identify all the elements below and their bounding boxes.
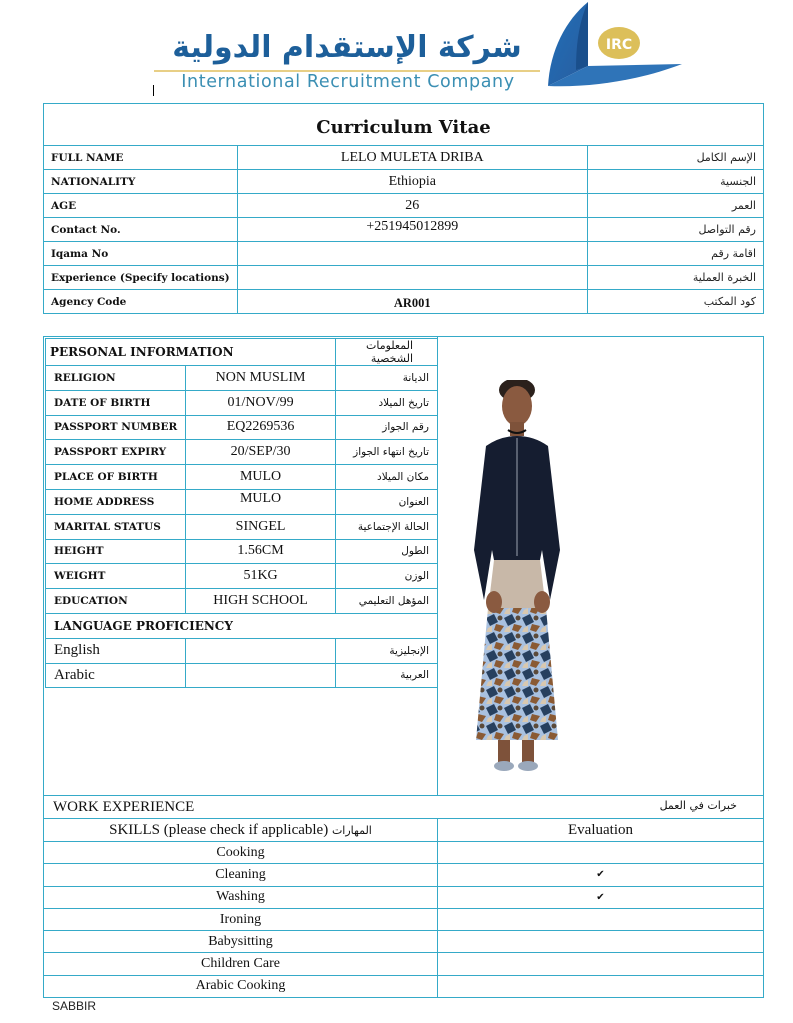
height-arabic-label: الطول <box>335 539 437 564</box>
skills-header-label: SKILLS (please check if applicable) <box>109 821 329 838</box>
passport-expiry-arabic-label: تاريخ انتهاء الجواز <box>335 440 437 465</box>
passport-number-label: PASSPORT NUMBER <box>46 415 186 440</box>
education-label: EDUCATION <box>46 589 186 614</box>
table-row <box>44 170 764 194</box>
skill-name: Arabic Cooking <box>44 975 438 997</box>
skill-evaluation-checkbox[interactable] <box>438 864 764 886</box>
language-arabic-arabic-label: العربية <box>335 663 437 688</box>
table-row <box>44 266 764 290</box>
skill-row <box>44 953 764 975</box>
skill-evaluation-checkbox[interactable] <box>438 908 764 930</box>
personal-info-arabic-heading: المعلومات الشخصية <box>335 339 437 366</box>
religion-arabic-label: الديانة <box>335 366 437 391</box>
place-of-birth-arabic-label: مكان الميلاد <box>335 465 437 490</box>
skill-name: Cleaning <box>44 864 438 886</box>
table-row <box>46 564 438 589</box>
education-value: HIGH SCHOOL <box>186 589 336 614</box>
language-arabic-label: Arabic <box>46 663 186 688</box>
age-label: AGE <box>44 194 238 218</box>
weight-value: 51KG <box>186 564 336 589</box>
skill-name: Ironing <box>44 908 438 930</box>
table-row <box>46 589 438 614</box>
dob-arabic-label: تاريخ الميلاد <box>335 390 437 415</box>
language-proficiency-heading: LANGUAGE PROFICIENCY <box>46 613 438 638</box>
skills-table <box>43 818 764 998</box>
logo-english-name: International Recruitment Company <box>181 72 515 92</box>
document-title: Curriculum Vitae <box>44 104 764 146</box>
table-row <box>46 415 438 440</box>
agency-code-value: AR001 <box>237 290 587 314</box>
details-table <box>43 336 764 998</box>
home-address-value: MULO <box>186 489 336 514</box>
religion-value: NON MUSLIM <box>186 366 336 391</box>
table-row <box>46 440 438 465</box>
table-row <box>44 290 764 314</box>
nationality-arabic-label: الجنسية <box>587 170 763 194</box>
table-row <box>46 539 438 564</box>
skill-evaluation-checkbox[interactable] <box>438 886 764 908</box>
dob-value: 01/NOV/99 <box>186 390 336 415</box>
footer-signature: SABBIR <box>52 999 97 1013</box>
skill-row <box>44 931 764 953</box>
place-of-birth-label: PLACE OF BIRTH <box>46 465 186 490</box>
nationality-value: Ethiopia <box>237 170 587 194</box>
language-english-value <box>186 638 336 663</box>
table-row <box>46 366 438 391</box>
table-row <box>46 663 438 688</box>
height-label: HEIGHT <box>46 539 186 564</box>
agency-code-label: Agency Code <box>44 290 238 314</box>
column-divider <box>437 337 438 795</box>
company-logo <box>150 0 690 100</box>
skill-evaluation-checkbox[interactable] <box>438 931 764 953</box>
height-value: 1.56CM <box>186 539 336 564</box>
skill-evaluation-checkbox[interactable] <box>438 842 764 864</box>
work-experience-label: WORK EXPERIENCE <box>53 799 195 815</box>
skill-row <box>44 842 764 864</box>
passport-number-value: EQ2269536 <box>186 415 336 440</box>
religion-label: RELIGION <box>46 366 186 391</box>
table-row <box>46 489 438 514</box>
skill-row <box>44 908 764 930</box>
contact-label: Contact No. <box>44 218 238 242</box>
passport-expiry-value: 20/SEP/30 <box>186 440 336 465</box>
language-english-arabic-label: الإنجليزية <box>335 638 437 663</box>
agency-code-arabic-label: كود المكتب <box>587 290 763 314</box>
skill-name: Babysitting <box>44 931 438 953</box>
iqama-label: Iqama No <box>44 242 238 266</box>
table-row <box>44 194 764 218</box>
basic-info-table <box>43 103 764 314</box>
full-name-arabic-label: الإسم الكامل <box>587 146 763 170</box>
table-row <box>44 242 764 266</box>
iqama-value <box>237 242 587 266</box>
contact-value: +251945012899 <box>237 218 587 242</box>
experience-arabic-label: الخبرة العملية <box>587 266 763 290</box>
experience-value <box>237 266 587 290</box>
language-arabic-value <box>186 663 336 688</box>
personal-info-heading: PERSONAL INFORMATION <box>46 339 336 366</box>
logo-emblem-icon <box>536 0 686 96</box>
table-row <box>46 390 438 415</box>
weight-arabic-label: الوزن <box>335 564 437 589</box>
nationality-label: NATIONALITY <box>44 170 238 194</box>
full-name-label: FULL NAME <box>44 146 238 170</box>
personal-info-table <box>45 338 438 688</box>
age-value: 26 <box>237 194 587 218</box>
table-row <box>44 218 764 242</box>
skill-evaluation-checkbox[interactable] <box>438 975 764 997</box>
home-address-label: HOME ADDRESS <box>46 489 186 514</box>
logo-badge-text: IRC <box>605 37 633 53</box>
work-experience-row <box>44 795 763 818</box>
skill-evaluation-checkbox[interactable] <box>438 953 764 975</box>
skill-name: Washing <box>44 886 438 908</box>
passport-number-arabic-label: رقم الجواز <box>335 415 437 440</box>
home-address-arabic-label: العنوان <box>335 489 437 514</box>
place-of-birth-value: MULO <box>186 465 336 490</box>
marital-status-value: SINGEL <box>186 514 336 539</box>
contact-arabic-label: رقم التواصل <box>587 218 763 242</box>
evaluation-header: Evaluation <box>438 819 764 842</box>
language-english-label: English <box>46 638 186 663</box>
table-row <box>46 638 438 663</box>
marital-status-label: MARITAL STATUS <box>46 514 186 539</box>
skill-name: Cooking <box>44 842 438 864</box>
skills-header <box>44 819 438 842</box>
iqama-arabic-label: اقامة رقم <box>587 242 763 266</box>
table-row <box>44 146 764 170</box>
work-experience-arabic-label: خبرات في العمل <box>659 799 737 812</box>
check-icon: ✔ <box>596 891 605 903</box>
table-row <box>46 465 438 490</box>
skill-name: Children Care <box>44 953 438 975</box>
skill-row <box>44 975 764 997</box>
passport-expiry-label: PASSPORT EXPIRY <box>46 440 186 465</box>
weight-label: WEIGHT <box>46 564 186 589</box>
skills-header-arabic: المهارات <box>331 823 372 837</box>
dob-label: DATE OF BIRTH <box>46 390 186 415</box>
skill-row <box>44 864 764 886</box>
skill-row <box>44 886 764 908</box>
experience-label: Experience (Specify locations) <box>44 266 238 290</box>
marital-status-arabic-label: الحالة الإجتماعية <box>335 514 437 539</box>
age-arabic-label: العمر <box>587 194 763 218</box>
logo-arabic-name: شركة الإستقدام الدولية <box>172 30 522 65</box>
check-icon: ✔ <box>596 869 605 881</box>
text-cursor <box>153 85 154 96</box>
candidate-photo <box>450 380 590 780</box>
education-arabic-label: المؤهل التعليمي <box>335 589 437 614</box>
table-row <box>46 514 438 539</box>
full-name-value: LELO MULETA DRIBA <box>237 146 587 170</box>
